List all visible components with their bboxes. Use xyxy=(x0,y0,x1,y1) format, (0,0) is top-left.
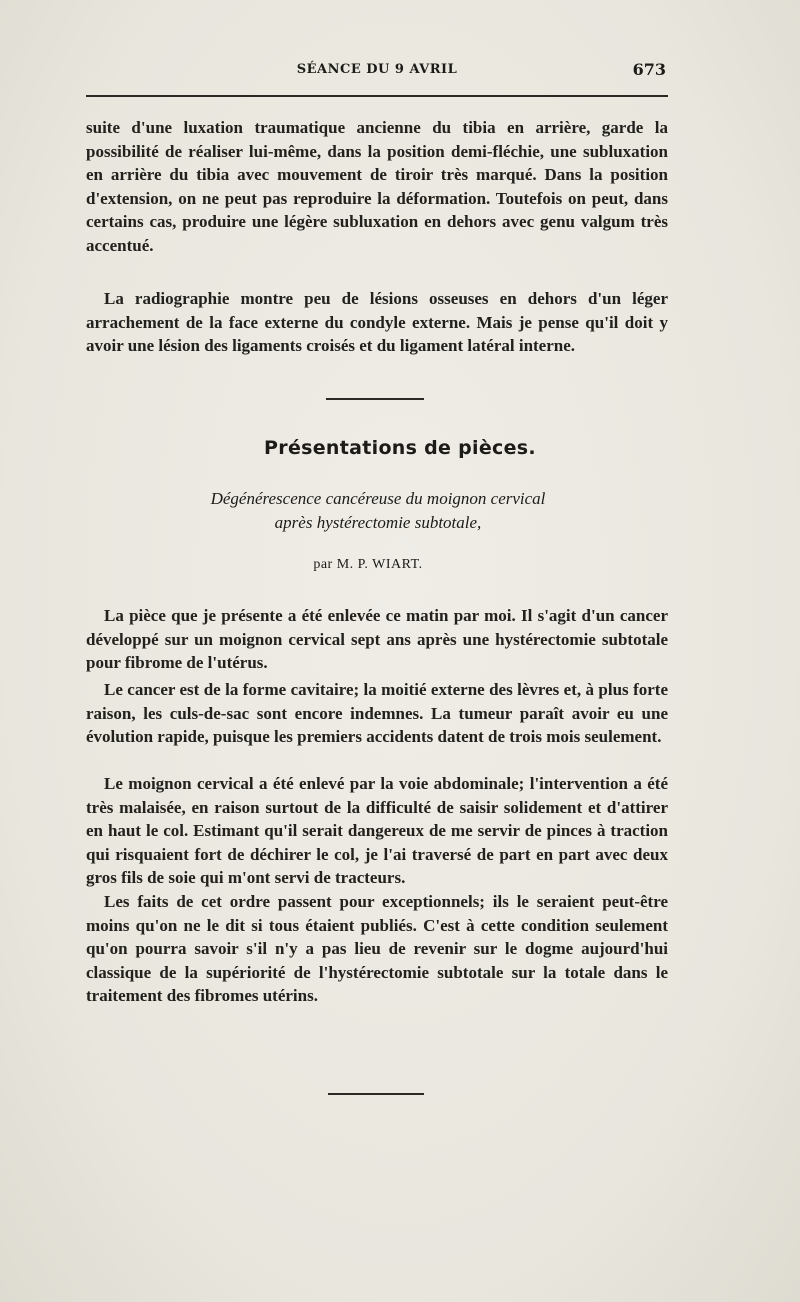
article-paragraph: Les faits de cet ordre passent pour exceptionnels; ils le seraient peut-être moins qu'on ne le dit si tous étaient publiés. C'est à cette condition seulement qu'on pourra savoir s'il n'y a pas lieu de revenir sur le dogme aujourd'hui classique de la supériorité de l'hystérectomie subtotale sur la totale dans le traitement des fibromes utérins. xyxy=(86,892,668,1005)
body-paragraph: La radiographie montre peu de lésions osseuses en dehors d'un léger arrachement de la face externe du condyle externe. Mais je pense qu'il doit y avoir une lésion des ligaments croisés et du ligament latéral interne. xyxy=(86,289,668,355)
end-rule xyxy=(328,1093,424,1095)
article-author: par M. P. WIART. xyxy=(313,557,423,572)
article-paragraph: Le moignon cervical a été enlevé par la voie abdominale; l'intervention a été très malaisée, en raison surtout de la difficulté de saisir solidement et d'attirer en haut le col. Estimant qu'il serait dangereux de me servir de pinces à traction qui risquaient fort de déchirer le col, je l'ai traversé de part en part avec deux gros fils de soie qui m'ont servi de tracteurs. xyxy=(86,774,668,887)
article-title-line-2: après hystérectomie subtotale, xyxy=(274,513,482,532)
article-paragraph: La pièce que je présente a été enlevée ce matin par moi. Il s'agit d'un cancer développé sur un moignon cervical sept ans après une hystérectomie subtotale pour fibrome de l'utérus. xyxy=(86,606,668,672)
section-title: Présentations de pièces. xyxy=(264,437,536,459)
header-title: SÉANCE DU 9 AVRIL xyxy=(296,62,458,77)
continued-paragraph: suite d'une luxation traumatique ancienne du tibia en arrière, garde la possibilité de réaliser lui-même, dans la position demi-fléchie, une subluxation en arrière du tibia avec mouvement de tiroir très marqué. Dans la position d'extension, on ne peut pas reproduire la déformation. Toutefois on peut, dans certains cas, produire une légère subluxation en dehors avec genu valgum très accentué. xyxy=(86,118,668,255)
page-number: 673 xyxy=(632,60,666,79)
article-title-line-1: Dégénérescence cancéreuse du moignon cervical xyxy=(210,489,546,508)
running-header xyxy=(86,60,668,84)
article-paragraph: Le cancer est de la forme cavitaire; la moitié externe des lèvres et, à plus forte raison, les culs-de-sac sont encore indemnes. La tumeur paraît avoir eu une évolution rapide, puisque les premiers accidents datent de trois mois seulement. xyxy=(86,680,668,746)
section-divider xyxy=(326,398,424,400)
header-rule xyxy=(86,95,668,97)
